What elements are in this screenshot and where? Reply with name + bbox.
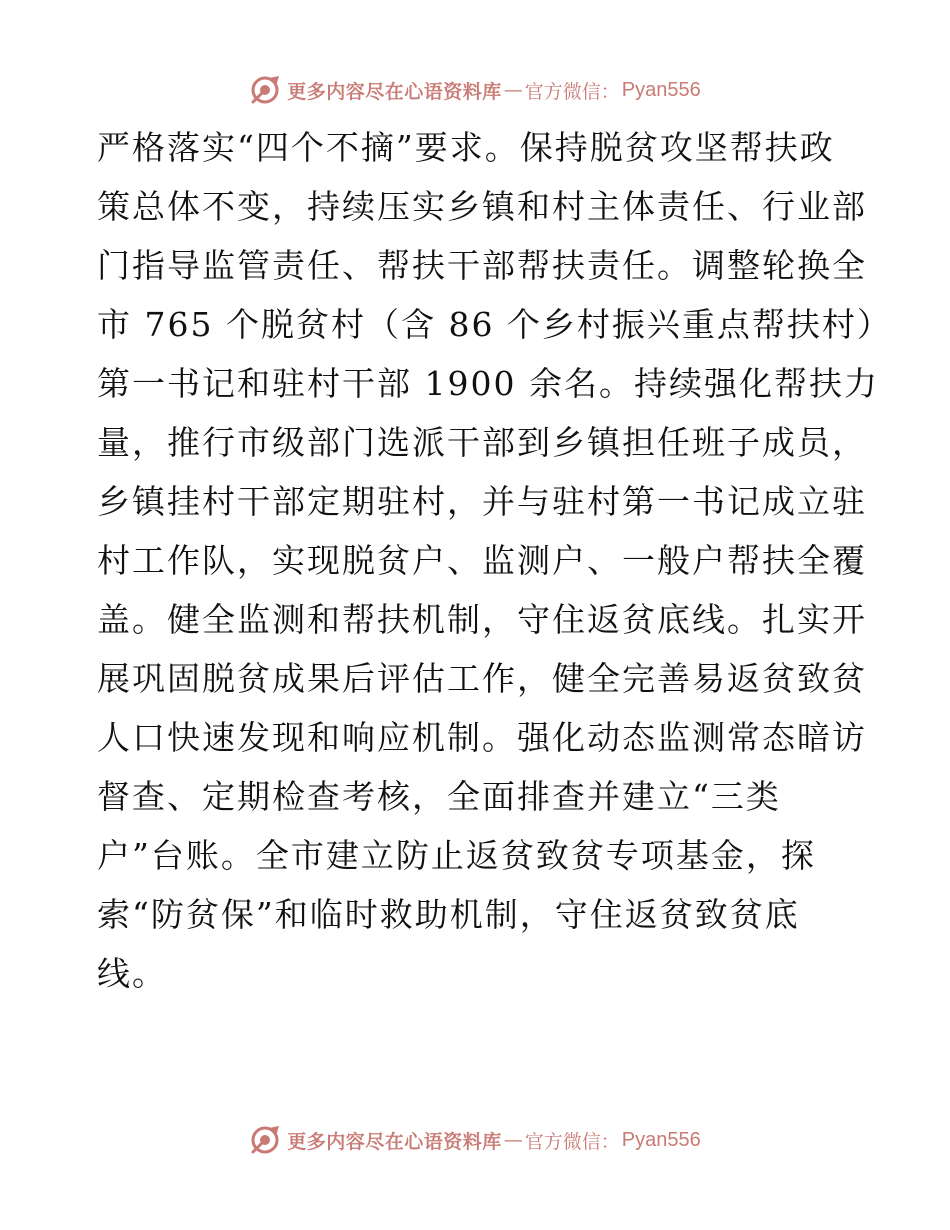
footer-watermark (0, 1120, 950, 1160)
body-line: 户”台账。全市建立防止返贫致贫专项基金，探 (97, 836, 816, 875)
body-line: 市 765 个脱贫村（含 86 个乡村振兴重点帮扶村） (97, 305, 892, 344)
watermark-label: 官方微信： (524, 1130, 620, 1153)
watermark-label: 官方微信： (524, 80, 620, 103)
document-body (97, 118, 892, 1003)
watermark-dash: — (503, 79, 523, 101)
body-line: 盖。健全监测和帮扶机制，守住返贫底线。扎实开 (97, 600, 867, 639)
body-line: 线。 (97, 954, 167, 993)
body-line: 村工作队，实现脱贫户、监测户、一般户帮扶全覆 (97, 541, 867, 580)
pen-logo-icon (249, 74, 281, 106)
pen-logo-icon (249, 1124, 281, 1156)
body-line: 督查、定期检查考核，全面排查并建立“三类 (97, 777, 781, 816)
body-line: 量，推行市级部门选派干部到乡镇担任班子成员， (97, 423, 867, 462)
body-line: 门指导监管责任、帮扶干部帮扶责任。调整轮换全 (97, 246, 867, 285)
body-line: 展巩固脱贫成果后评估工作，健全完善易返贫致贫 (97, 659, 867, 698)
watermark-handle: Pyan556 (621, 78, 701, 101)
body-line: 严格落实“四个不摘”要求。保持脱贫攻坚帮扶政 (97, 128, 835, 167)
watermark-title: 更多内容尽在心语资料库 (287, 80, 502, 103)
header-watermark (0, 70, 950, 110)
watermark-handle: Pyan556 (621, 1128, 701, 1151)
body-line: 索“防贫保”和临时救助机制，守住返贫致贫底 (97, 895, 800, 934)
body-line: 人口快速发现和响应机制。强化动态监测常态暗访 (97, 718, 867, 757)
body-line: 乡镇挂村干部定期驻村，并与驻村第一书记成立驻 (97, 482, 867, 521)
watermark-dash: — (503, 1129, 523, 1151)
body-line: 策总体不变，持续压实乡镇和村主体责任、行业部 (97, 187, 867, 226)
body-line: 第一书记和驻村干部 1900 余名。持续强化帮扶力 (97, 364, 879, 403)
watermark-title: 更多内容尽在心语资料库 (287, 1130, 502, 1153)
